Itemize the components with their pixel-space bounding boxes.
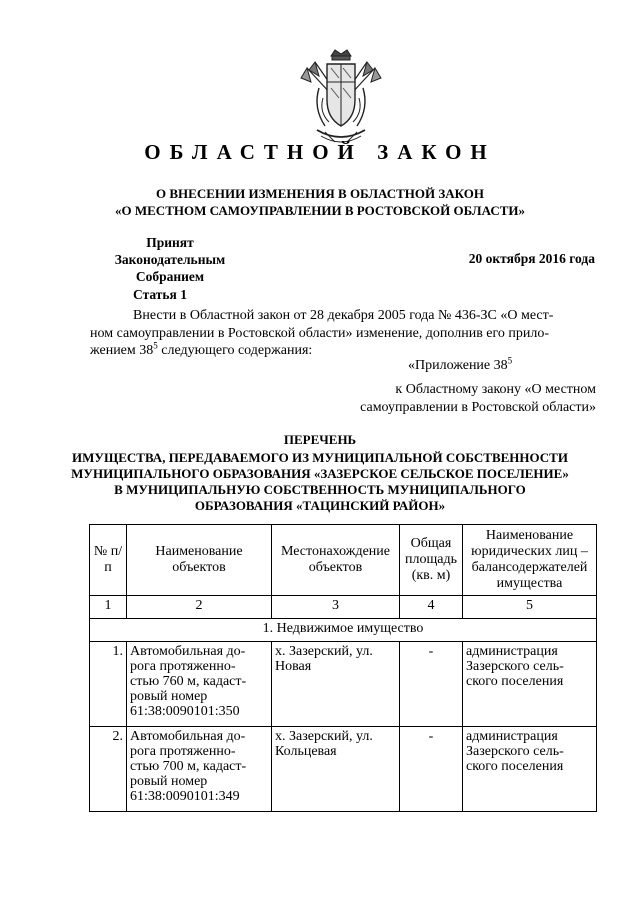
row-number: 2. — [90, 727, 127, 812]
article-heading: Статья 1 — [133, 287, 187, 302]
object-name: Автомобильная до- рога протяженно- стью 700 м, кадаст- ровый номер 61:38:0090101:349 — [127, 727, 272, 812]
list-subtitle-line: ИМУЩЕСТВА, ПЕРЕДАВАЕМОГО ИЗ МУНИЦИПАЛЬНОЙ СОБСТВЕННОСТИ — [72, 450, 568, 465]
column-number-row — [90, 596, 597, 619]
header-holder: Наименование юридических лиц – балансодержателей имущества — [463, 525, 597, 596]
appendix-reference-line: самоуправлении в Ростовской области» — [360, 399, 596, 415]
balance-holder: администрация Зазерского сель- ского поселения — [463, 727, 597, 812]
adopted-by-label: Законодательным Собранием — [114, 252, 226, 284]
table-header-row — [90, 525, 597, 596]
adoption-block — [90, 234, 250, 285]
object-location: х. Зазерский, ул. Кольцевая — [272, 727, 400, 812]
appendix-title: «Приложение 38 — [408, 358, 508, 373]
row-number: 1. — [90, 642, 127, 727]
header-number: № п/п — [90, 525, 127, 596]
coat-of-arms-emblem — [295, 48, 387, 152]
column-number: 1 — [90, 596, 127, 619]
superscript: 5 — [153, 340, 158, 351]
law-subject-line: «О МЕСТНОМ САМОУПРАВЛЕНИИ В РОСТОВСКОЙ ОБЛАСТИ» — [115, 203, 525, 218]
table-row — [90, 727, 597, 812]
adoption-date: 20 октября 2016 года — [468, 251, 595, 266]
superscript: 5 — [507, 355, 513, 366]
law-subject — [0, 185, 640, 219]
list-title: ПЕРЕЧЕНЬ — [283, 432, 357, 447]
object-area: - — [400, 642, 463, 727]
law-subject-line: О ВНЕСЕНИИ ИЗМЕНЕНИЯ В ОБЛАСТНОЙ ЗАКОН — [156, 186, 484, 201]
list-subtitle-line: В МУНИЦИПАЛЬНУЮ СОБСТВЕННОСТЬ МУНИЦИПАЛЬНОГО — [114, 482, 526, 497]
list-subtitle-line: МУНИЦИПАЛЬНОГО ОБРАЗОВАНИЯ «ЗАЗЕРСКОЕ СЕЛЬСКОЕ ПОСЕЛЕНИЕ» — [71, 466, 569, 481]
header-location: Местонахождение объектов — [272, 525, 400, 596]
article-text-line: следующего содержания: — [157, 343, 313, 358]
law-title: ОБЛАСТНОЙ ЗАКОН — [144, 140, 496, 164]
list-subtitle — [0, 450, 640, 514]
appendix-heading — [408, 355, 513, 374]
balance-holder: администрация Зазерского сель- ского поселения — [463, 642, 597, 727]
header-area: Общая площадь (кв. м) — [400, 525, 463, 596]
list-subtitle-line: ОБРАЗОВАНИЯ «ТАЦИНСКИЙ РАЙОН» — [194, 498, 446, 513]
appendix-reference — [330, 381, 596, 416]
object-name: Автомобильная до- рога протяженно- стью 760 м, кадаст- ровый номер 61:38:0090101:350 — [127, 642, 272, 727]
adopted-label: Принят — [146, 235, 194, 250]
column-number: 4 — [400, 596, 463, 619]
article-text-line: ном самоуправлении в Ростовской области» изменение, дополнив его прило- — [90, 325, 550, 341]
header-object-name: Наименование объектов — [127, 525, 272, 596]
object-area: - — [400, 727, 463, 812]
object-location: х. Зазерский, ул. Новая — [272, 642, 400, 727]
article-text — [90, 307, 595, 360]
article-text-line: Внести в Областной закон от 28 декабря 2005 года № 436-ЗС «О мест- — [133, 308, 554, 323]
section-label: 1. Недвижимое имущество — [90, 619, 597, 642]
column-number: 3 — [272, 596, 400, 619]
appendix-reference-line: к Областному закону «О местном — [395, 382, 596, 397]
property-table — [89, 524, 597, 812]
table-row — [90, 642, 597, 727]
article-text-line: жением 38 — [90, 343, 154, 358]
section-row — [90, 619, 597, 642]
column-number: 5 — [463, 596, 597, 619]
column-number: 2 — [127, 596, 272, 619]
